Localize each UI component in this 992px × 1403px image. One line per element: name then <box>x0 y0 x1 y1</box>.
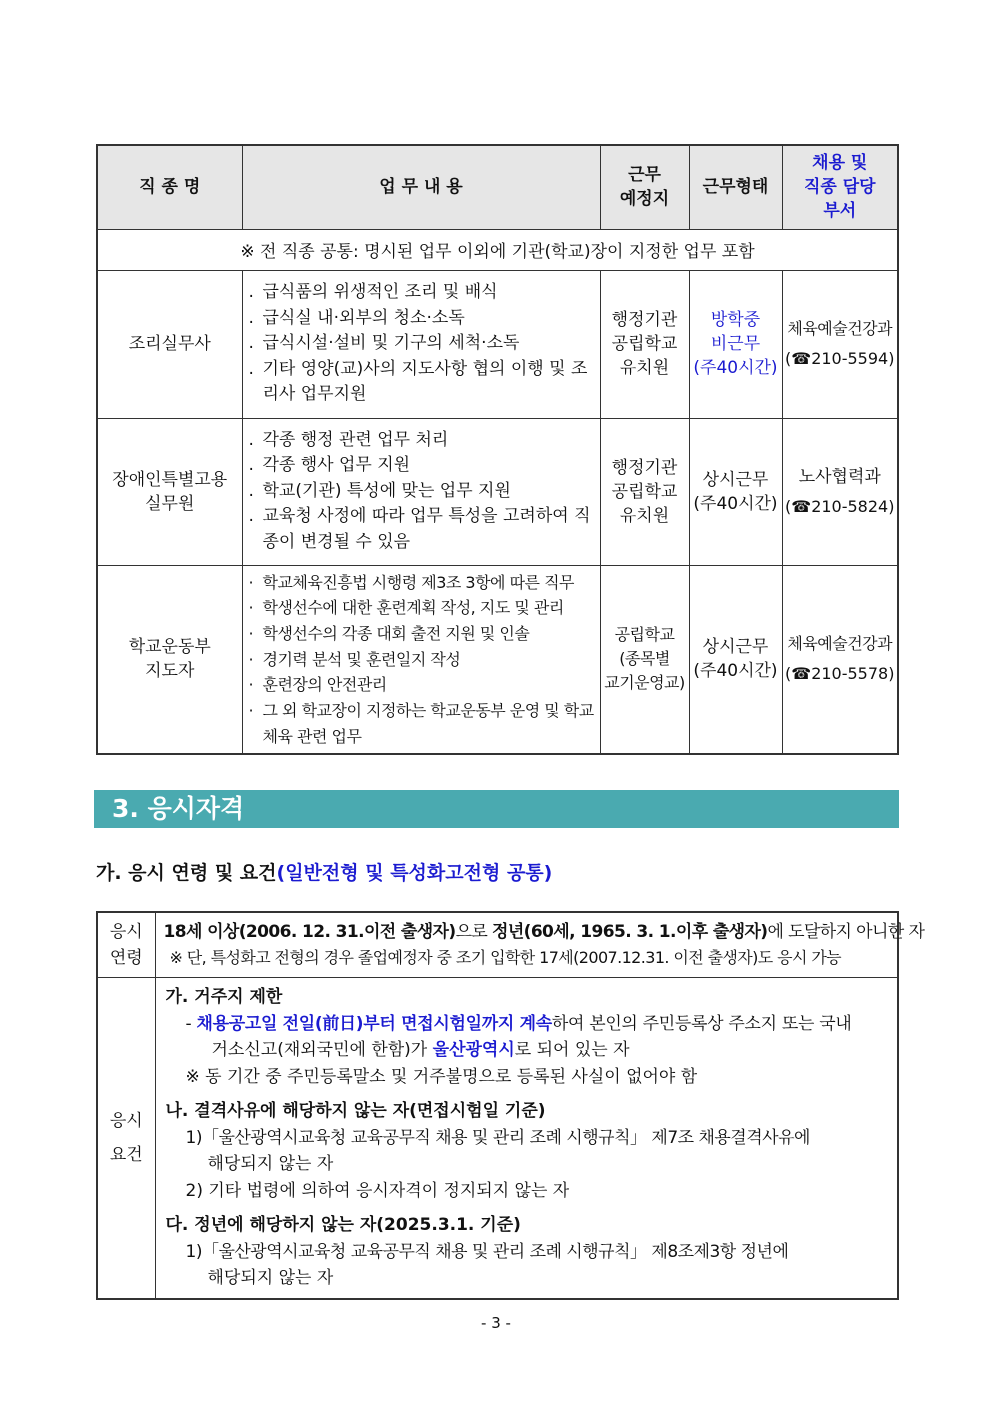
work-type: 방학중 비근무 (주40시간) <box>689 270 782 418</box>
duty-item <box>249 479 596 505</box>
duty-item <box>249 647 596 673</box>
job-name: 조리실무사 <box>97 270 242 418</box>
bullet: . <box>248 506 254 527</box>
duty-list <box>242 270 600 418</box>
duty-text: 그 외 학교장이 지정하는 학교운동부 운영 및 학교 체육 관련 업무 <box>262 701 594 746</box>
age-tail: 에 도달하지 아니한 자 <box>767 922 925 942</box>
duty-text: 학생선수의 각종 대회 출전 지원 및 인솔 <box>262 623 530 643</box>
requirements-table <box>96 911 925 1300</box>
page-number: - 3 - <box>481 1314 511 1332</box>
req-content <box>155 978 898 1299</box>
duty-text: 학생선수에 대한 훈련계획 작성, 지도 및 관리 <box>262 598 564 618</box>
bullet: . <box>248 358 254 379</box>
bullet: · <box>248 649 254 669</box>
bullet: · <box>248 572 254 592</box>
header-duties-text: 업 무 내 용 <box>379 177 463 198</box>
job-name: 장애인특별고용 실무원 <box>97 418 242 565</box>
duty-text: 교육청 사정에 따라 업무 특성을 고려하여 직종이 변경될 수 있음 <box>262 506 591 552</box>
dash: - <box>185 1013 197 1034</box>
bullet: . <box>248 429 254 450</box>
header-duties <box>242 145 600 229</box>
dept-phone: (☎210-5824) <box>785 496 895 516</box>
work-location: 행정기관 공립학교 유치원 <box>600 270 689 418</box>
disqualification-item-1: 1)「울산광역시교육청 교육공무직 채용 및 관리 조례 시행규칙」 제7조 채용결격사유에 <box>185 1127 810 1148</box>
duty-item <box>249 428 596 454</box>
disqualification-item-2: 2) 기타 법령에 의하여 응시자격이 정지되지 않는 자 <box>185 1180 570 1201</box>
age-retire: 정년(60세, 1965. 3. 1.이후 출생자) <box>492 922 768 942</box>
duty-item <box>249 621 596 647</box>
bullet: · <box>248 598 254 618</box>
header-work-type-text: 근무형태 <box>702 177 769 198</box>
bullet: . <box>248 480 254 501</box>
dept-phone: (☎210-5594) <box>785 349 895 368</box>
work-type: 상시근무 (주40시간) <box>689 418 782 565</box>
duty-text: 학교(기관) 특성에 맞는 업무 지원 <box>262 480 511 501</box>
header-job-name <box>97 145 242 229</box>
subheading <box>96 858 552 885</box>
age-connector: 으로 <box>455 922 493 942</box>
residence-city: 울산광역시 <box>432 1040 515 1060</box>
bullet: . <box>248 282 254 303</box>
duty-item <box>249 504 596 555</box>
dept-name: 노사협력과 <box>798 466 881 487</box>
dept-name: 체육예술건강과 <box>787 634 893 654</box>
retirement-item-1: 1)「울산광역시교육청 교육공무직 채용 및 관리 조례 시행규칙」 제8조제3항 정년에 <box>185 1241 789 1262</box>
job-name: 학교운동부 지도자 <box>97 565 242 754</box>
bullet: . <box>248 333 254 354</box>
disqualification-item-1-cont: 해당되지 않는 자 <box>207 1154 334 1174</box>
dept-name: 체육예술건강과 <box>787 319 893 338</box>
duty-list <box>242 565 600 754</box>
dept-cell <box>782 565 898 754</box>
duty-text: 급식시설·설비 및 기구의 세척·소독 <box>262 333 520 354</box>
duty-item <box>249 357 596 408</box>
bullet: · <box>248 675 254 695</box>
age-content <box>155 912 925 978</box>
residence-period: 채용공고일 전일(前日)부터 면접시험일까지 계속 <box>196 1013 552 1034</box>
residence-line-2 <box>166 1037 892 1064</box>
dept-cell <box>782 418 898 565</box>
duty-text: 급식품의 위생적인 조리 및 배식 <box>262 282 498 303</box>
duty-text: 각종 행사 업무 지원 <box>262 455 411 476</box>
header-location <box>600 145 689 229</box>
age-min: 18세 이상(2006. 12. 31.이전 출생자) <box>163 922 456 942</box>
header-dept <box>782 145 898 229</box>
req-row <box>97 978 898 1299</box>
residence-title: 가. 거주지 제한 <box>165 987 283 1007</box>
subheading-text: 가. 응시 연령 및 요건 <box>96 862 277 884</box>
bullet: . <box>248 307 254 328</box>
residence-text: 하여 본인의 주민등록상 주소지 또는 국내 <box>551 1013 852 1034</box>
section-title: 3. 응시자격 <box>94 790 899 828</box>
job-table-header <box>97 145 898 229</box>
common-note-row <box>97 229 898 270</box>
header-dept-text: 채용 및 직종 담당 부서 <box>803 153 876 222</box>
req-label: 응시 요건 <box>97 978 155 1299</box>
duty-item <box>249 331 596 357</box>
retirement-title: 다. 정년에 해당하지 않는 자(2025.3.1. 기준) <box>165 1215 521 1235</box>
age-label: 응시 연령 <box>97 912 155 978</box>
work-type: 상시근무 (주40시간) <box>689 565 782 754</box>
duty-text: 급식실 내·외부의 청소·소독 <box>262 307 465 328</box>
duty-item <box>249 570 596 596</box>
subheading-highlight: (일반전형 및 특성화고전형 공통) <box>276 862 553 884</box>
dept-phone: (☎210-5578) <box>785 664 895 684</box>
duty-item <box>249 698 596 749</box>
table-row <box>97 270 898 418</box>
residence-text-2: 거소신고(재외국민에 한함)가 <box>211 1040 433 1060</box>
duty-item <box>249 306 596 332</box>
bullet: · <box>248 623 254 643</box>
work-location: 행정기관 공립학교 유치원 <box>600 418 689 565</box>
header-job-name-text: 직 종 명 <box>139 177 201 198</box>
age-row <box>97 912 898 978</box>
bullet: · <box>248 701 254 721</box>
duty-item <box>249 672 596 698</box>
residence-text-3: 로 되어 있는 자 <box>514 1040 630 1060</box>
duty-text: 학교체육진흥법 시행령 제3조 3항에 따른 직무 <box>262 572 574 592</box>
job-table <box>96 144 899 755</box>
disqualification-title: 나. 결격사유에 해당하지 않는 자(면접시험일 기준) <box>165 1101 546 1121</box>
common-note: ※ 전 직종 공통: 명시된 업무 이외에 기관(학교)장이 지정한 업무 포함 <box>97 229 898 270</box>
duty-text: 기타 영양(교)사의 지도사항 협의 이행 및 조리사 업무지원 <box>262 358 588 405</box>
header-work-type <box>689 145 782 229</box>
duty-item <box>249 280 596 306</box>
age-line-1 <box>163 919 925 945</box>
duty-list <box>242 418 600 565</box>
duty-text: 각종 행정 관련 업무 처리 <box>262 429 449 450</box>
table-row <box>97 565 898 754</box>
residence-note: ※ 동 기간 중 주민등록말소 및 거주불명으로 등록된 사실이 없어야 함 <box>185 1066 698 1087</box>
dept-cell <box>782 270 898 418</box>
duty-text: 훈련장의 안전관리 <box>262 675 387 695</box>
table-row <box>97 418 898 565</box>
header-location-text: 근무 예정지 <box>619 165 670 210</box>
residence-line-1 <box>166 1011 892 1038</box>
bullet: . <box>248 455 254 476</box>
age-line-2: ※ 단, 특성화고 전형의 경우 졸업예정자 중 조기 입학한 17세(2007.12.31. 이전 출생자)도 응시 가능 <box>169 948 842 967</box>
retirement-item-1-cont: 해당되지 않는 자 <box>207 1268 334 1288</box>
duty-item <box>249 453 596 479</box>
work-location: 공립학교 (종목별 교기운영교) <box>600 565 689 754</box>
duty-text: 경기력 분석 및 훈련일지 작성 <box>262 649 461 669</box>
duty-item <box>249 595 596 621</box>
